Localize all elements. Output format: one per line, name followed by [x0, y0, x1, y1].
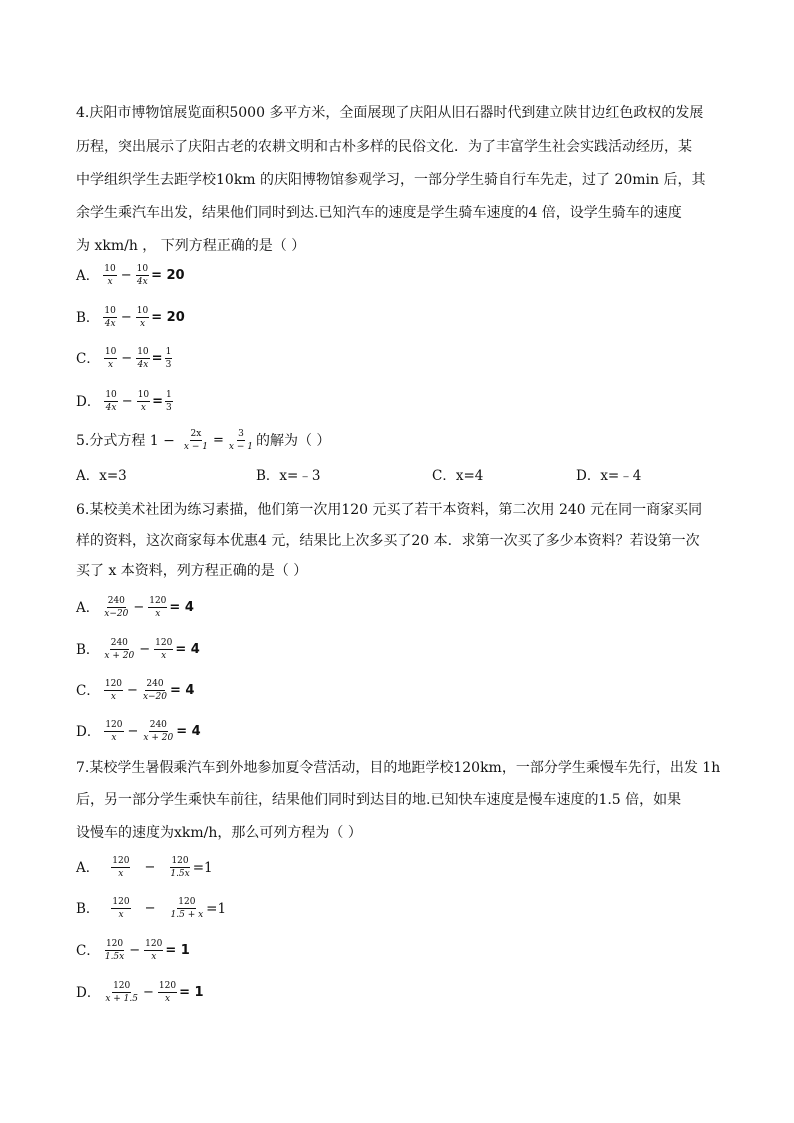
q5-option-a[interactable]: A．x=3: [76, 468, 127, 484]
q4-option-d[interactable]: [76, 390, 175, 413]
operator: −: [120, 309, 132, 325]
option-label: A．: [76, 599, 100, 616]
operator: −: [127, 723, 139, 739]
equation-rhs: = 4: [169, 599, 194, 615]
equation-equals: =: [151, 350, 163, 366]
q4-option-b[interactable]: [76, 306, 185, 329]
equation-rhs: = 4: [176, 723, 201, 739]
fraction: $\frac{240}{x-20}$: [142, 679, 168, 702]
fraction: $\frac{240}{x + 20}$: [104, 638, 135, 661]
q7-option-b[interactable]: [76, 897, 226, 920]
fraction: $\frac{3}{x - 1}$: [228, 429, 253, 452]
operator: −: [121, 393, 133, 409]
q6-option-b[interactable]: [76, 638, 200, 661]
equation-rhs: = 1: [165, 942, 190, 958]
fraction: $\frac{120}{x}$: [145, 939, 163, 962]
fraction: $\frac{120}{x}$: [155, 638, 173, 661]
fraction: $\frac{10}{x}$: [104, 264, 116, 287]
fraction: $\frac{10}{4x}$: [104, 306, 116, 329]
q4-text-line: 为 xkm/h ， 下列方程正确的是（ ）: [76, 238, 306, 254]
q7-option-a[interactable]: [76, 856, 213, 879]
q4-text-line: 4.庆阳市博物馆展览面积5000 多平方米，全面展现了庆阳从旧石器时代到建立陕甘边红色政权的发展: [76, 105, 704, 121]
q7-text-line: 7.某校学生暑假乘汽车到外地参加夏令营活动，目的地距学校120km，一部分学生乘慢车先行，出发 1h: [76, 760, 721, 776]
fraction: $\frac{240}{x-20}$: [104, 596, 129, 619]
option-label: A．: [76, 267, 100, 284]
fraction: $\frac{240}{x + 20}$: [143, 720, 174, 743]
q4-option-a[interactable]: [76, 264, 185, 287]
q6-text-line: 6.某校美术社团为练习素描，他们第一次用120 元买了若干本资料，第二次用 240 元在同一商家买同: [76, 502, 703, 518]
option-label: D．: [76, 393, 101, 410]
operator: −: [121, 350, 133, 366]
fraction: $\frac{120}{1.5x}$: [104, 939, 125, 962]
operator: −: [142, 984, 154, 1000]
fraction: $\frac{120}{x}$: [112, 897, 130, 920]
option-label: B．: [76, 641, 100, 658]
equation-rhs: =1: [206, 900, 227, 917]
operator: −: [144, 900, 156, 916]
q5-option-c[interactable]: C．x=4: [432, 468, 484, 484]
operator: −: [127, 682, 138, 698]
q5-option-d[interactable]: D．x=﹣4: [576, 468, 642, 484]
option-label: C．: [76, 350, 100, 367]
q6-option-d[interactable]: [76, 720, 201, 743]
operator: =: [212, 432, 224, 448]
q4-text-line: 中学组织学生去距学校10km 的庆阳博物馆参观学习，一部分学生骑自行车先走，过了 20min 后，其: [76, 172, 706, 188]
fraction: $\frac{120}{1.5 + x}$: [170, 897, 204, 920]
q5-suffix: 的解为（ ）: [255, 432, 331, 449]
fraction: $\frac{10}{x}$: [104, 347, 117, 370]
q4-text-line: 历程，突出展示了庆阳古老的农耕文明和古朴多样的民俗文化．为了丰富学生社会实践活动经历，某: [76, 139, 692, 155]
q6-text-line: 买了 x 本资料，列方程正确的是（ ）: [76, 563, 308, 579]
q7-option-c[interactable]: [76, 939, 190, 962]
operator: −: [120, 267, 132, 283]
fraction: $\frac{10}{4x}$: [136, 264, 149, 287]
q6-option-c[interactable]: [76, 679, 194, 702]
q7-text-line: 设慢车的速度为xkm/h，那么可列方程为（ ）: [76, 825, 362, 841]
q7-text-line: 后，另一部分学生乘快车前往，结果他们同时到达目的地.已知快车速度是慢车速度的1.5 倍，如果: [76, 792, 682, 808]
operator: −: [139, 641, 151, 657]
equation-rhs: = 4: [170, 682, 195, 698]
option-label: C．: [76, 682, 100, 699]
fraction: $\frac{120}{1.5x}$: [170, 856, 190, 879]
fraction: $\frac{120}{x + 1.5}$: [105, 981, 138, 1004]
q4-option-c[interactable]: [76, 347, 174, 370]
q7-option-d[interactable]: [76, 981, 204, 1004]
option-label: B．: [76, 900, 100, 917]
equation-rhs: = 4: [175, 641, 200, 657]
fraction: $\frac{1}{3}$: [166, 390, 172, 413]
equation-equals: =: [152, 393, 164, 409]
equation-rhs: = 20: [151, 309, 185, 325]
fraction: $\frac{10}{x}$: [137, 390, 150, 413]
fraction: $\frac{10}{4x}$: [105, 390, 117, 413]
q6-text-line: 样的资料，这次商家每本优惠4 元，结果比上次多买了20 本．求第一次买了多少本资料？若设第一次: [76, 533, 700, 549]
fraction: $\frac{2x}{x - 1}$: [183, 429, 208, 452]
q5-prefix: 5.分式方程 1 −: [76, 432, 175, 449]
fraction: $\frac{120}{x}$: [158, 981, 177, 1004]
option-label: C．: [76, 942, 100, 959]
fraction: $\frac{10}{4x}$: [137, 347, 149, 370]
operator: −: [129, 942, 141, 958]
fraction: $\frac{120}{x}$: [112, 856, 130, 879]
fraction: $\frac{120}{x}$: [104, 679, 123, 702]
equation-rhs: = 20: [151, 267, 185, 283]
fraction: $\frac{120}{x}$: [105, 720, 123, 743]
fraction: $\frac{1}{3}$: [165, 347, 172, 370]
option-label: B．: [76, 309, 100, 326]
equation-rhs: = 1: [179, 984, 204, 1000]
option-label: D．: [76, 723, 101, 740]
equation-rhs: =1: [192, 859, 213, 876]
q5-option-b[interactable]: B．x=﹣3: [256, 468, 321, 484]
fraction: $\frac{10}{x}$: [136, 306, 149, 329]
operator: −: [144, 859, 156, 875]
q6-option-a[interactable]: [76, 596, 194, 619]
q5-question: [76, 429, 330, 452]
operator: −: [133, 599, 145, 615]
option-label: A．: [76, 859, 100, 876]
q4-text-line: 余学生乘汽车出发，结果他们同时到达.已知汽车的速度是学生骑车速度的4 倍，设学生骑车的速度: [76, 205, 682, 221]
option-label: D．: [76, 984, 101, 1001]
fraction: $\frac{120}{x}$: [149, 596, 167, 619]
